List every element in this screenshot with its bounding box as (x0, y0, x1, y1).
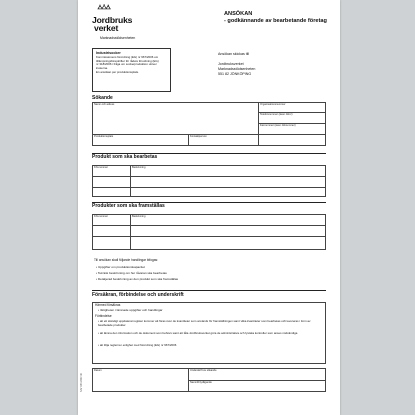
applicant-heading: Sökande (92, 95, 113, 101)
commitment-item: • att lämna den information och de dokument som behövs samt att låta Jordbruksverket göra de administrativa och fysiska kontroller som anses nödvändiga (98, 331, 298, 335)
assurance-item: • riktigheten i lämnade uppgifter och handlingar (98, 308, 163, 312)
send-to-address-line: 551 82 JÖNKÖPING (218, 72, 252, 76)
attachment-item: • Detaljerad beskrivning av den produkt som ska framställas (96, 277, 179, 281)
declaration-heading: Försäkran, förbindelse och underskrift (92, 292, 184, 298)
commitment-item: • att ett ständigt uppdaterat register kommer att föras över de kvantiteter som används för framställningen samt vilka kvantiteter som bearbetas och levereras i form av bearbetade produkter (98, 319, 311, 327)
commitment-item: • att följa reglerna i enlighet med förordning (EG) nr 967/2006 (98, 343, 177, 347)
info-box-line: En ansökan per produktionsplats. (96, 69, 139, 74)
processed-description-field[interactable]: Beskrivning (132, 166, 146, 169)
signature-field[interactable]: Underskrift av sökande (190, 369, 217, 372)
org-number-field[interactable]: Organisationsnummer (260, 103, 286, 106)
form-code: SJV D53 2007-02 (80, 373, 83, 392)
info-box-line: kvoterna. (96, 65, 108, 70)
manufactured-cn-number-field[interactable]: KN-nummer (94, 215, 108, 218)
form-title: ANSÖKAN (224, 11, 253, 17)
send-to-address-line: Jordbruksverket (218, 62, 244, 66)
commitment-label: Förbindelse (95, 314, 112, 318)
fax-field[interactable]: Faxnummer (även riktnummer) (260, 124, 296, 127)
form-subtitle: - godkännande av bearbetande företag (224, 18, 327, 24)
info-box-line: Kommissionens förordning (EG) nr 967/2006 om (96, 55, 159, 59)
info-box-heading: Industrisocker (96, 51, 121, 55)
attachment-item: • Teknisk beskrivning om hur råvaran ska bearbetas (96, 271, 167, 275)
form-page (78, 0, 340, 415)
phone-field[interactable]: Telefonnummer (även riktnr) (260, 113, 293, 116)
name-address-field[interactable]: Namn och adress (94, 103, 115, 106)
department-name: Marknadsstödsenheten (100, 36, 136, 40)
manufactured-products-grid (92, 214, 326, 250)
manufactured-products-heading: Produkter som ska framställas (92, 203, 165, 209)
send-to-address-line: Marknadsstödsenheten (218, 67, 256, 71)
send-to-label: Ansökan skickas till (218, 52, 250, 56)
contact-person-field[interactable]: Kontaktperson (190, 135, 207, 138)
manufactured-description-field[interactable]: Beskrivning (132, 215, 146, 218)
attachment-item: • Uppgifter om produktionskapacitet (96, 265, 145, 269)
processed-product-heading: Produkt som ska bearbetas (92, 154, 158, 160)
name-clarification-field[interactable]: Namnförtydligande (190, 381, 212, 384)
date-field[interactable]: Datum (94, 369, 102, 372)
processed-product-grid (92, 165, 326, 197)
info-box-line: tillämpningsföreskrifter för rådets förordning (EG) (96, 58, 159, 63)
info-box-line: nr 318/2006 i fråga om sockerproduktion utöver (96, 62, 157, 67)
production-site-field[interactable]: Produktionsplats (94, 135, 114, 138)
logo-wordmark: Jordbruks verket (92, 15, 133, 34)
processed-cn-number-field[interactable]: KN-nummer (94, 166, 108, 169)
declaration-intro: Härmed försäkras (95, 303, 121, 307)
industrial-sugar-info-box (92, 48, 171, 92)
attachments-intro: Till ansökan skall följande handlingar bifogas: (94, 258, 159, 262)
